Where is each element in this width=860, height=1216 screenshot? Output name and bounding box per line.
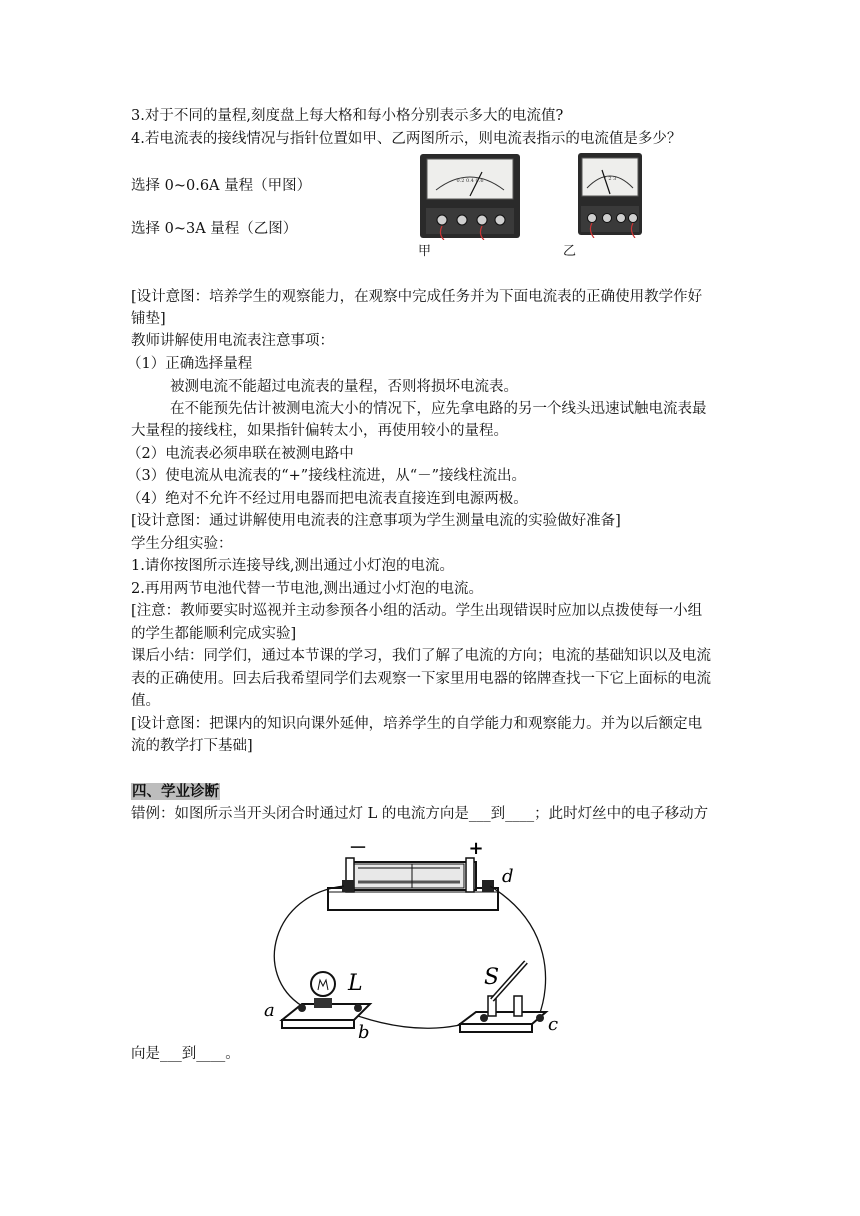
design-intent-1a: [设计意图：培养学生的观察能力，在观察中完成任务并为下面电流表的正确使用教学作好 bbox=[131, 289, 703, 305]
ammeter-yi-scale: 1 2 3 bbox=[603, 176, 617, 182]
summary-1: 课后小结：同学们，通过本节课的学习，我们了解了电流的方向；电流的基础知识以及电流 bbox=[131, 648, 711, 664]
design-intent-2: [设计意图：通过讲解使用电流表的注意事项为学生测量电流的实验做好准备] bbox=[131, 513, 621, 529]
design-intent-3a: [设计意图：把课内的知识向课外延伸，培养学生的自学能力和观察能力。并为以后额定电 bbox=[131, 716, 703, 732]
point-b-label: b bbox=[358, 1022, 370, 1043]
note-2: 的学生都能顺利完成实验] bbox=[131, 626, 297, 642]
experiment-1: 1.请你按图所示连接导线,测出通过小灯泡的电流。 bbox=[131, 558, 454, 574]
selection-yi: 选择 0~3A 量程（乙图） bbox=[131, 221, 298, 237]
section-heading bbox=[131, 782, 220, 802]
label-yi: 乙 bbox=[563, 244, 577, 259]
error-example: 错例：如图所示当开头闭合时通过灯 L 的电流方向是___到____；此时灯丝中的电子移动方 bbox=[131, 806, 709, 822]
question-3: 3.对于不同的量程,刻度盘上每大格和每小格分别表示多大的电流值? bbox=[131, 108, 564, 124]
question-4: 4.若电流表的接线情况与指针位置如甲、乙两图所示，则电流表指示的电流值是多少？ bbox=[131, 131, 682, 147]
summary-3: 值。 bbox=[131, 693, 160, 709]
point-d-label: d bbox=[502, 866, 514, 887]
label-jia: 甲 bbox=[418, 244, 432, 259]
group-experiment: 学生分组实验： bbox=[131, 536, 233, 552]
ammeter-jia-figure bbox=[418, 152, 522, 240]
ammeter-yi-figure bbox=[577, 152, 643, 238]
switch-S-label: S bbox=[484, 965, 500, 990]
design-intent-3b: 流的教学打下基础] bbox=[131, 738, 253, 754]
teacher-notes: 教师讲解使用电流表注意事项： bbox=[131, 333, 334, 349]
point-c-label: c bbox=[548, 1014, 559, 1035]
summary-2: 表的正确使用。回去后我希望同学们去观察一下家里用电器的铭牌查找一下它上面标的电流 bbox=[131, 671, 711, 687]
point-a-label: a bbox=[264, 1000, 275, 1021]
selection-jia: 选择 0~0.6A 量程（甲图） bbox=[131, 178, 312, 194]
experiment-2: 2.再用两节电池代替一节电池,测出通过小灯泡的电流。 bbox=[131, 581, 483, 597]
point-2: （2）电流表必须串联在被测电路中 bbox=[127, 446, 354, 462]
point-1b: 在不能预先估计被测电流大小的情况下，应先拿电路的另一个线头迅速试触电流表最 bbox=[170, 401, 707, 417]
ammeter-jia-scale: 0.2 0.4 0.6 bbox=[456, 178, 484, 184]
error-example-continued: 向是___到____。 bbox=[131, 1046, 240, 1062]
lamp-L-label: L bbox=[348, 971, 363, 996]
battery-minus-label: － bbox=[349, 838, 367, 859]
note-1: [注意：教师要实时巡视并主动参预各小组的活动。学生出现错误时应加以点拨使每一小组 bbox=[131, 603, 703, 619]
point-1c: 大量程的接线柱，如果指针偏转太小，再使用较小的量程。 bbox=[131, 423, 508, 439]
design-intent-1b: 铺垫] bbox=[131, 311, 166, 327]
point-4: （4）绝对不允许不经过用电器而把电流表直接连到电源两极。 bbox=[127, 491, 528, 507]
point-1a: 被测电流不能超过电流表的量程，否则将损坏电流表。 bbox=[170, 379, 518, 395]
battery-plus-label: + bbox=[468, 838, 484, 859]
circuit-diagram bbox=[262, 834, 562, 1046]
point-1: （1）正确选择量程 bbox=[127, 356, 253, 372]
point-3: （3）使电流从电流表的“+”接线柱流进，从“－”接线柱流出。 bbox=[127, 468, 527, 484]
section-heading-label: 四、学业诊断 bbox=[132, 783, 219, 800]
